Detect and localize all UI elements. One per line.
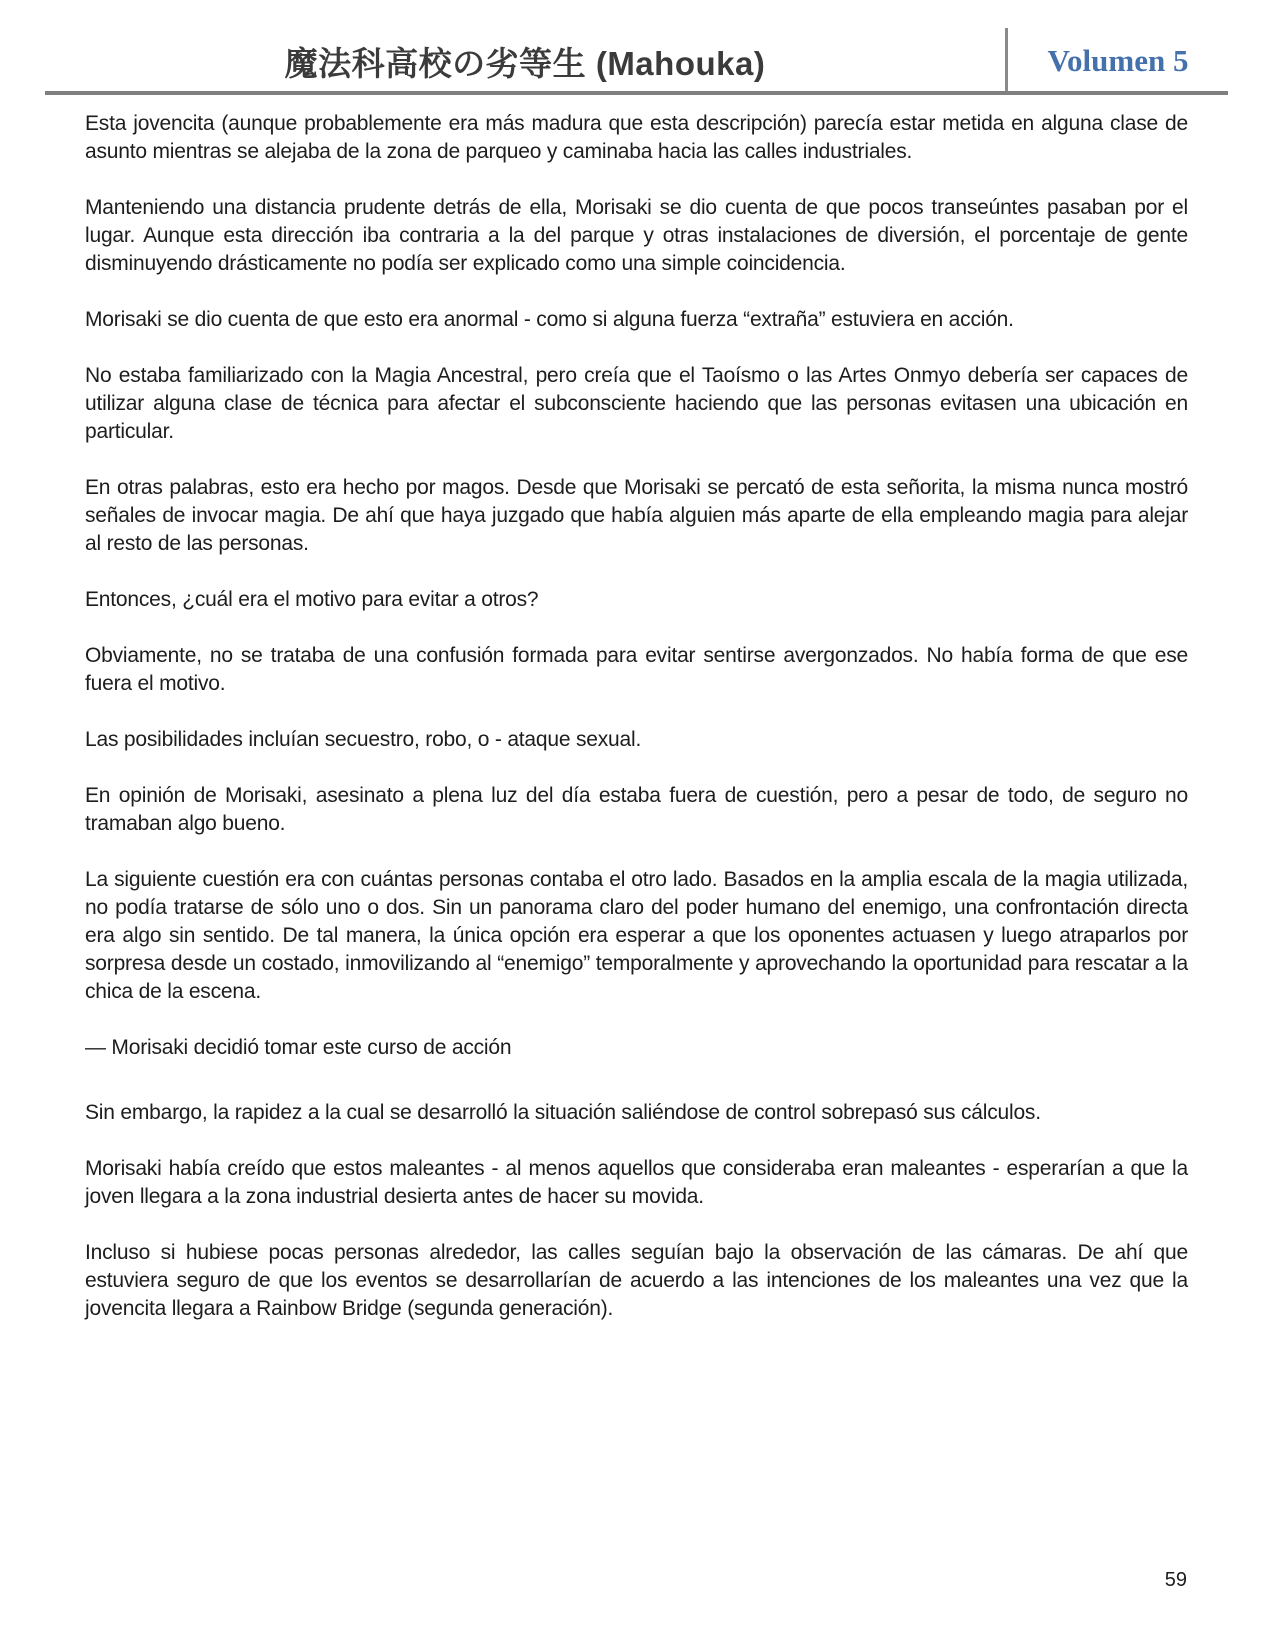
page-header — [45, 20, 1228, 95]
paragraph: Morisaki había creído que estos maleantes - al menos aquellos que consideraba eran maleantes - esperarían a que la joven llegara a la zona industrial desierta antes de hacer su movida. — [85, 1157, 1188, 1208]
paragraph: Morisaki se dio cuenta de que esto era anormal - como si alguna fuerza “extraña” estuviera en acción. — [85, 308, 1014, 331]
header-title-cell — [45, 20, 1005, 91]
paragraph: No estaba familiarizado con la Magia Ancestral, pero creía que el Taoísmo o las Artes Onmyo debería ser capaces de utilizar alguna clase de técnica para afectar el subconsciente haciendo que las personas evitasen una ubicación en particular. — [85, 364, 1188, 443]
paragraph: Obviamente, no se trataba de una confusión formada para evitar sentirse avergonzados. No había forma de que ese fuera el motivo. — [85, 644, 1188, 695]
body-text — [85, 110, 1188, 1351]
paragraph: Manteniendo una distancia prudente detrás de ella, Morisaki se dio cuenta de que pocos transeúntes pasaban por el lugar. Aunque esta dirección iba contraria a la del parque y otras instalaciones de diversión, el porcentaje de gente disminuyendo drásticamente no podía ser explicado como una simple coincidencia. — [85, 196, 1188, 275]
paragraph: Las posibilidades incluían secuestro, robo, o - ataque sexual. — [85, 728, 642, 751]
paragraph: La siguiente cuestión era con cuántas personas contaba el otro lado. Basados en la amplia escala de la magia utilizada, no podía tratarse de sólo uno o dos. Sin un panorama claro del poder humano del enemigo, una confrontación directa era algo sin sentido. De tal manera, la única opción era esperar a que los oponentes actuasen y luego atraparlos por sorpresa desde un costado, inmovilizando al “enemigo” temporalmente y aprovechando la oportunidad para rescatar a la chica de la escena. — [85, 868, 1188, 1003]
page-number: 59 — [1164, 1569, 1187, 1591]
paragraph: Esta jovencita (aunque probablemente era más madura que esta descripción) parecía estar metida en alguna clase de asunto mientras se alejaba de la zona de parqueo y caminaba hacia las calles industriales. — [85, 112, 1188, 163]
paragraph: Sin embargo, la rapidez a la cual se desarrolló la situación saliéndose de control sobrepasó sus cálculos. — [85, 1101, 1041, 1124]
header-volume-cell — [1008, 20, 1228, 91]
paragraph: Incluso si hubiese pocas personas alrededor, las calles seguían bajo la observación de las cámaras. De ahí que estuviera seguro de que los eventos se desarrollarían de acuerdo a las intenciones de los maleantes una vez que la jovencita llegara a Rainbow Bridge (segunda generación). — [85, 1241, 1188, 1320]
volume-label: Volumen 5 — [1047, 43, 1189, 78]
document-title: 魔法科高校の劣等生 (Mahouka) — [284, 45, 766, 82]
paragraph: Entonces, ¿cuál era el motivo para evitar a otros? — [85, 588, 539, 611]
paragraph: En otras palabras, esto era hecho por magos. Desde que Morisaki se percató de esta señorita, la misma nunca mostró señales de invocar magia. De ahí que haya juzgado que había alguien más aparte de ella empleando magia para alejar al resto de las personas. — [85, 476, 1188, 555]
paragraph: — Morisaki decidió tomar este curso de acción — [85, 1036, 512, 1059]
paragraph: En opinión de Morisaki, asesinato a plena luz del día estaba fuera de cuestión, pero a pesar de todo, de seguro no tramaban algo bueno. — [85, 784, 1188, 835]
